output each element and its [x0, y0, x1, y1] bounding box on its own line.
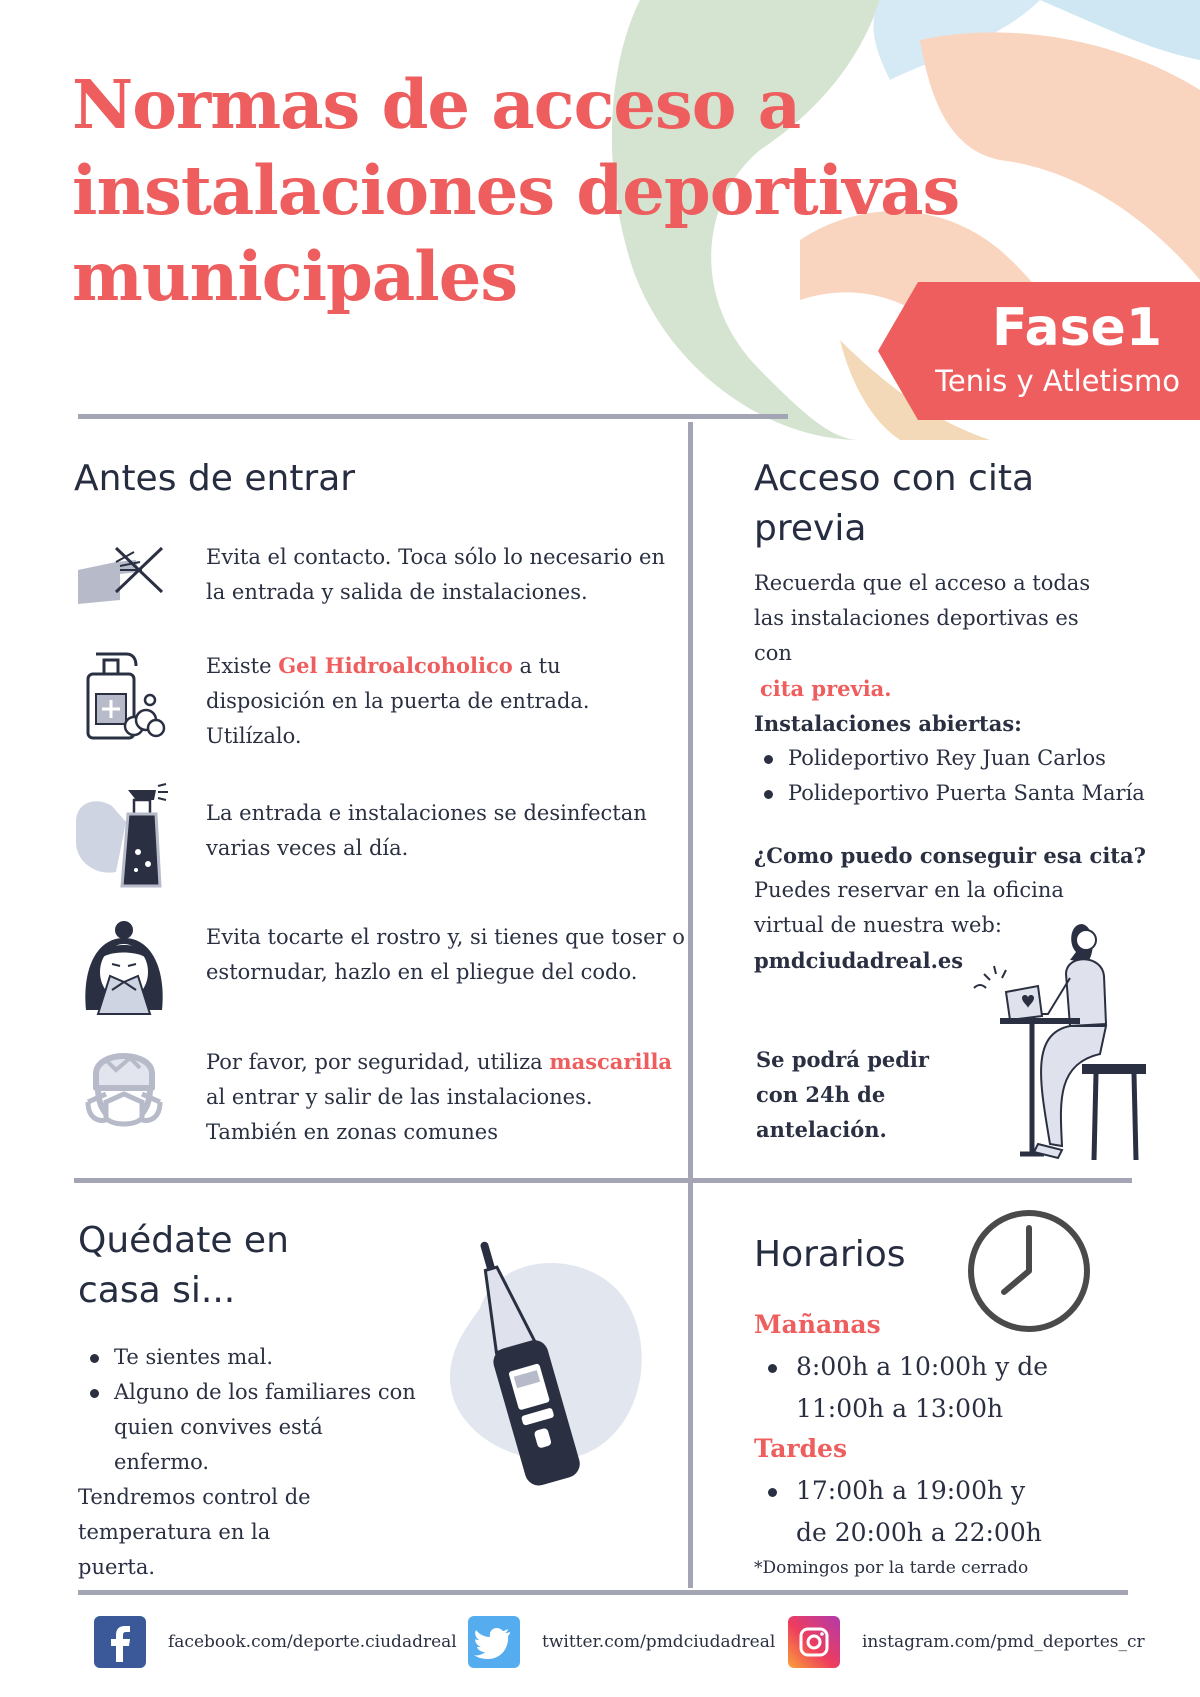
phase-sports: Tenis y Atletismo [935, 364, 1180, 398]
rule-item [76, 648, 676, 748]
how-answer: Puedes reservar en la oficina virtual de nuestra web: [754, 878, 1064, 937]
stay-home-heading-line-1: Quédate en [78, 1220, 289, 1261]
twitter-link[interactable] [468, 1614, 775, 1670]
woman-laptop-illustration [970, 914, 1150, 1164]
rule-text-pre: Por favor, por seguridad, utiliza [206, 1050, 550, 1074]
rule-item [76, 1044, 676, 1144]
list-item: Alguno de los familiares con quien convives está enfermo. [80, 1375, 420, 1480]
face-mask-icon [76, 1044, 172, 1140]
facebook-link[interactable] [94, 1614, 457, 1670]
appointment-heading [754, 454, 1154, 554]
twitter-label: twitter.com/pmdciudadreal [542, 1632, 776, 1652]
advance-notice-line-1: Se podrá pedir [756, 1047, 929, 1072]
phase-name: Fase1 [992, 298, 1162, 358]
rule-text: Evita el contacto. Toca sólo lo necesario en la entrada y salida de instalaciones. [206, 545, 666, 604]
morning-label: Mañanas [754, 1310, 881, 1339]
rule-text-pre: Existe [206, 654, 279, 678]
rule-item [76, 796, 676, 896]
rule-text-post: al entrar y salir de las instalaciones. También en zonas comunes [206, 1085, 593, 1144]
rule-item [76, 920, 685, 1020]
rule-item [76, 540, 676, 640]
how-question: ¿Como puedo conseguir esa cita? [754, 843, 1146, 868]
list-item: Te sientes mal. [80, 1340, 420, 1375]
rule-text: La entrada e instalaciones se desinfectan varias veces al día. [206, 801, 647, 860]
appointment-intro [754, 566, 1114, 707]
divider-top [78, 414, 788, 419]
divider-bottom [78, 1590, 1128, 1595]
afternoon-label: Tardes [754, 1434, 848, 1463]
appointment-intro-text: Recuerda que el acceso a todas las instalaciones deportivas es con [754, 571, 1091, 665]
afternoon-hours [756, 1470, 1056, 1554]
mask-highlight: mascarilla [549, 1049, 673, 1074]
stay-home-heading [78, 1216, 289, 1316]
sanitizer-highlight: Gel Hidroalcoholico [278, 653, 513, 678]
appointment-heading-line-2: previa [754, 508, 867, 549]
facebook-icon [94, 1616, 146, 1668]
hand-sanitizer-icon [76, 648, 172, 744]
instagram-icon [788, 1616, 840, 1668]
advance-notice-line-3: antelación. [756, 1117, 887, 1142]
thermometer-illustration [420, 1228, 660, 1488]
stay-home-conditions [80, 1340, 420, 1480]
advance-notice-line-2: con 24h de [756, 1082, 886, 1107]
twitter-icon [468, 1616, 520, 1668]
sneeze-elbow-icon [76, 920, 172, 1016]
title-line-2: instalaciones deportivas [72, 151, 960, 230]
temperature-note: Tendremos control de temperatura en la puerta. [78, 1485, 311, 1579]
title-line-1: Normas de acceso a [72, 65, 801, 144]
list-item: Polideportivo Rey Juan Carlos [754, 741, 1154, 776]
rule-text [206, 648, 686, 754]
divider-vertical [688, 422, 693, 1588]
appointment-intro-highlight: cita previa. [760, 676, 892, 701]
phase-badge [878, 282, 1200, 420]
rule-text: Evita tocarte el rostro y, si tienes que toser o estornudar, hazlo en el pliegue del codo. [206, 925, 685, 984]
list-item: Polideportivo Puerta Santa María [754, 776, 1154, 811]
clock-icon [964, 1206, 1094, 1336]
open-facilities-label: Instalaciones abiertas: [754, 711, 1022, 736]
schedule-note: *Domingos por la tarde cerrado [754, 1558, 1029, 1578]
instagram-link[interactable] [788, 1614, 1145, 1670]
rule-text-post: a tu disposición en la puerta de entrada. Utilízalo. [206, 654, 590, 748]
facebook-label: facebook.com/deporte.ciudadreal [168, 1632, 457, 1652]
list-item: 8:00h a 10:00h y de 11:00h a 13:00h [756, 1346, 1056, 1430]
rule-text [206, 1044, 686, 1150]
before-entering-heading: Antes de entrar [74, 458, 356, 499]
advance-notice [756, 1042, 956, 1147]
divider-middle [74, 1178, 1132, 1183]
appointment-heading-line-1: Acceso con cita [754, 458, 1035, 499]
title-line-3: municipales [72, 237, 518, 316]
disinfectant-spray-icon [76, 782, 172, 878]
list-item: 17:00h a 19:00h y de 20:00h a 22:00h [756, 1470, 1056, 1554]
morning-hours [756, 1346, 1056, 1430]
schedule-heading: Horarios [754, 1234, 906, 1275]
open-facilities-list [754, 741, 1154, 811]
stay-home-heading-line-2: casa si... [78, 1270, 236, 1311]
instagram-label: instagram.com/pmd_deportes_cr [862, 1632, 1145, 1652]
website-link[interactable]: pmdciudadreal.es [754, 948, 964, 973]
no-touch-hand-icon [76, 540, 172, 636]
